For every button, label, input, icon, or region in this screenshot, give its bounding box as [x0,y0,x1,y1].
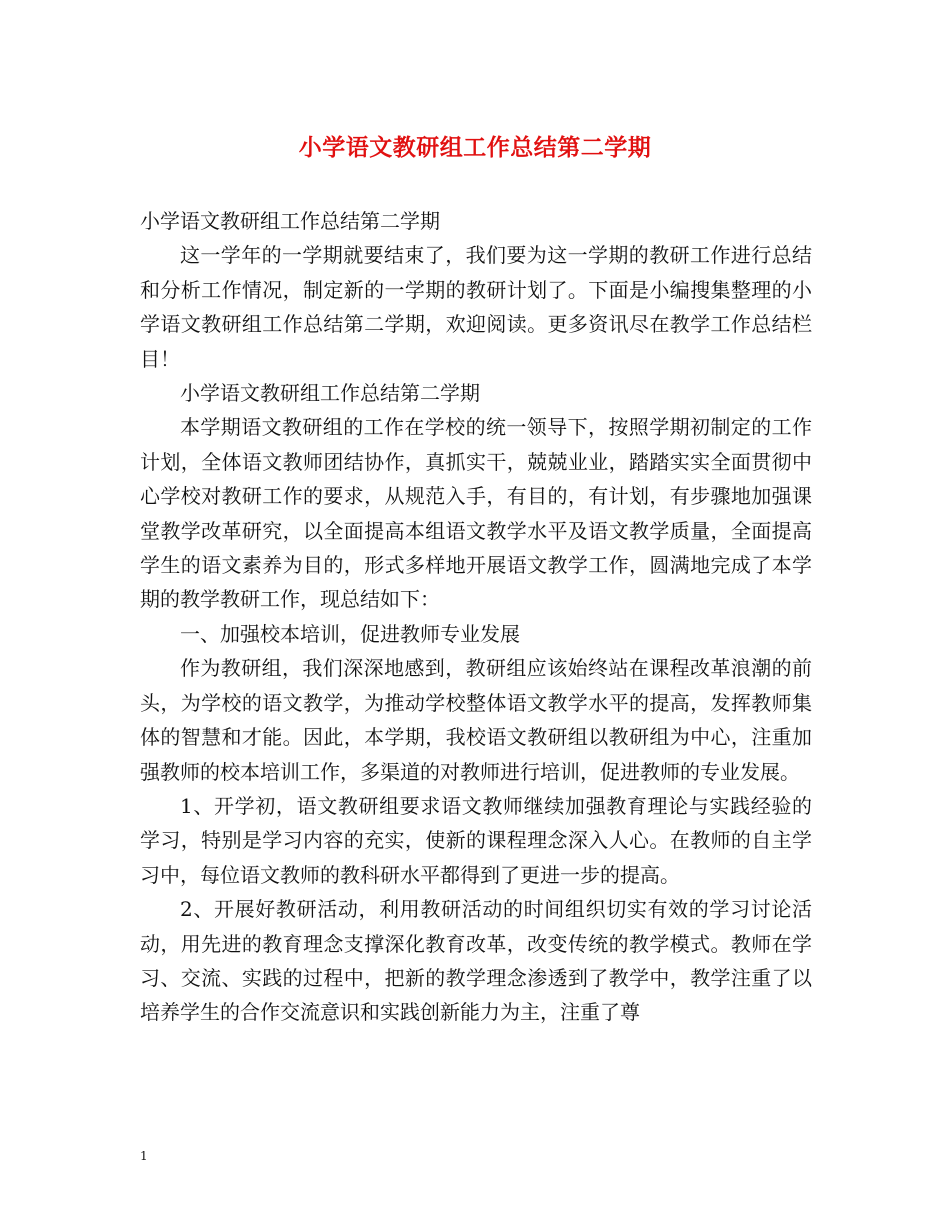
paragraph-item-2: 2、开展好教研活动，利用教研活动的时间组织切实有效的学习讨论活动，用先进的教育理念支撑深化教育改革，改变传统的教学模式。教师在学习、交流、实践的过程中，把新的教学理念渗透到了教学中，教学注重了以培养学生的合作交流意识和实践创新能力为主，注重了尊 [140,897,812,1025]
document-body [140,204,812,1030]
paragraph-intro: 这一学年的一学期就要结束了，我们要为这一学期的教研工作进行总结和分析工作情况，制定新的一学期的教研计划了。下面是小编搜集整理的小学语文教研组工作总结第二学期，欢迎阅读。更多资讯尽在教学工作总结栏目！ [140,243,812,371]
document-title: 小学语文教研组工作总结第二学期 [298,134,652,161]
paragraph-overview: 本学期语文教研组的工作在学校的统一领导下，按照学期初制定的工作计划，全体语文教师团结协作，真抓实干，兢兢业业，踏踏实实全面贯彻中心学校对教研工作的要求，从规范入手，有目的，有计划，有步骤地加强课堂教学改革研究，以全面提高本组语文教学水平及语文教学质量，全面提高学生的语文素养为目的，形式多样地开展语文教学工作，圆满地完成了本学期的教学教研工作，现总结如下： [140,415,812,612]
paragraph-heading-repeat: 小学语文教研组工作总结第二学期 [180,381,480,406]
section-heading-1: 一、加强校本培训，促进教师专业发展 [180,621,520,646]
paragraph-item-1: 1、开学初，语文教研组要求语文教师继续加强教育理论与实践经验的学习，特别是学习内容的充实，使新的课程理念深入人心。在教师的自主学习中，每位语文教师的教科研水平都得到了更进一步的提高。 [140,793,812,887]
paragraph-section-1: 作为教研组，我们深深地感到，教研组应该始终站在课程改革浪潮的前头，为学校的语文教学，为推动学校整体语文教学水平的提高，发挥教师集体的智慧和才能。因此，本学期，我校语文教研组以教研组为中心，注重加强教师的校本培训工作，多渠道的对教师进行培训，促进教师的专业发展。 [140,656,812,784]
paragraph-subtitle: 小学语文教研组工作总结第二学期 [140,209,440,233]
page-number: 1 [140,1149,148,1163]
